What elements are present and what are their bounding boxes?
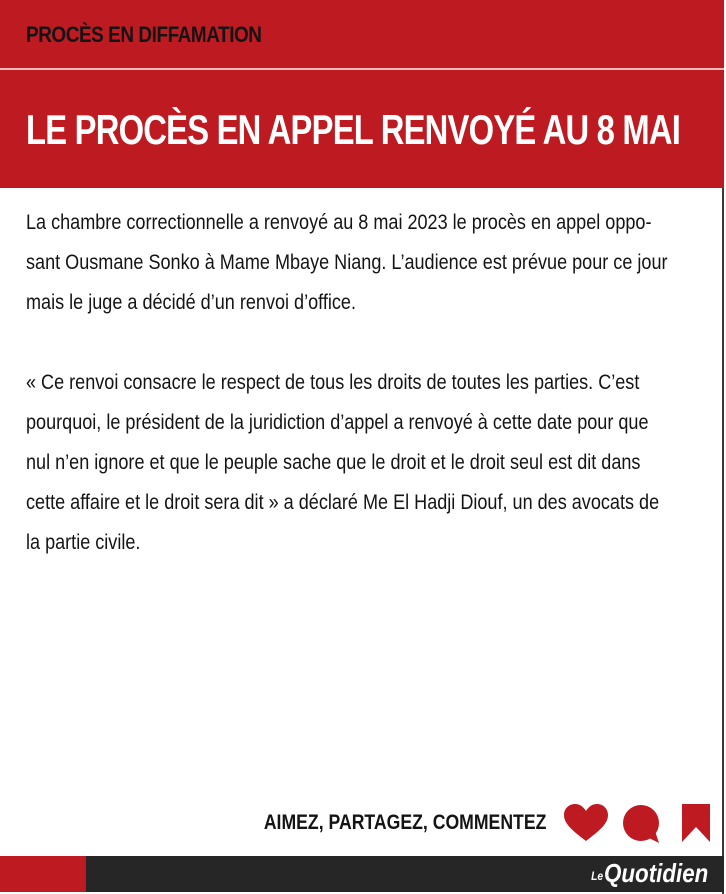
- comment-icon[interactable]: [621, 803, 663, 850]
- bookmark-icon[interactable]: [681, 803, 711, 848]
- call-to-action: AIMEZ, PARTAGEZ, COMMENTEZ: [263, 811, 546, 834]
- paragraph-2: [26, 362, 698, 562]
- logo-prefix: Le: [590, 869, 603, 883]
- publication-logo: [591, 858, 708, 889]
- section-kicker: PROCÈS EN DIFFAMATION: [26, 22, 262, 47]
- heart-icon[interactable]: [563, 803, 609, 848]
- header-divider: [0, 68, 724, 70]
- paragraph-line: la partie civile.: [26, 530, 141, 554]
- logo-name: Quotidien: [603, 858, 708, 888]
- paragraph-line: « Ce renvoi consacre le respect de tous les droits de toutes les parties. C’est: [26, 370, 640, 394]
- paragraph-1: [26, 202, 698, 322]
- paragraph-line: La chambre correctionnelle a renvoyé au 8 mai 2023 le procès en appel oppo-: [26, 210, 652, 234]
- paragraph-line: nul n’en ignore et que le peuple sache que le droit et le droit seul est dit dans: [26, 450, 641, 474]
- paragraph-line: pourquoi, le président de la juridiction d’appel a renvoyé à cette date pour que: [26, 410, 649, 434]
- headline: LE PROCÈS EN APPEL RENVOYÉ AU 8 MAI: [26, 106, 681, 153]
- paragraph-line: cette affaire et le droit sera dit » a déclaré Me El Hadji Diouf, un des avocats de: [26, 490, 660, 514]
- footer-accent: [0, 856, 86, 892]
- paragraph-line: mais le juge a décidé d’un renvoi d’office.: [26, 290, 356, 314]
- paragraph-line: sant Ousmane Sonko à Mame Mbaye Niang. L’audience est prévue pour ce jour: [26, 250, 668, 274]
- article-body: [26, 202, 698, 602]
- header-banner: [0, 0, 724, 188]
